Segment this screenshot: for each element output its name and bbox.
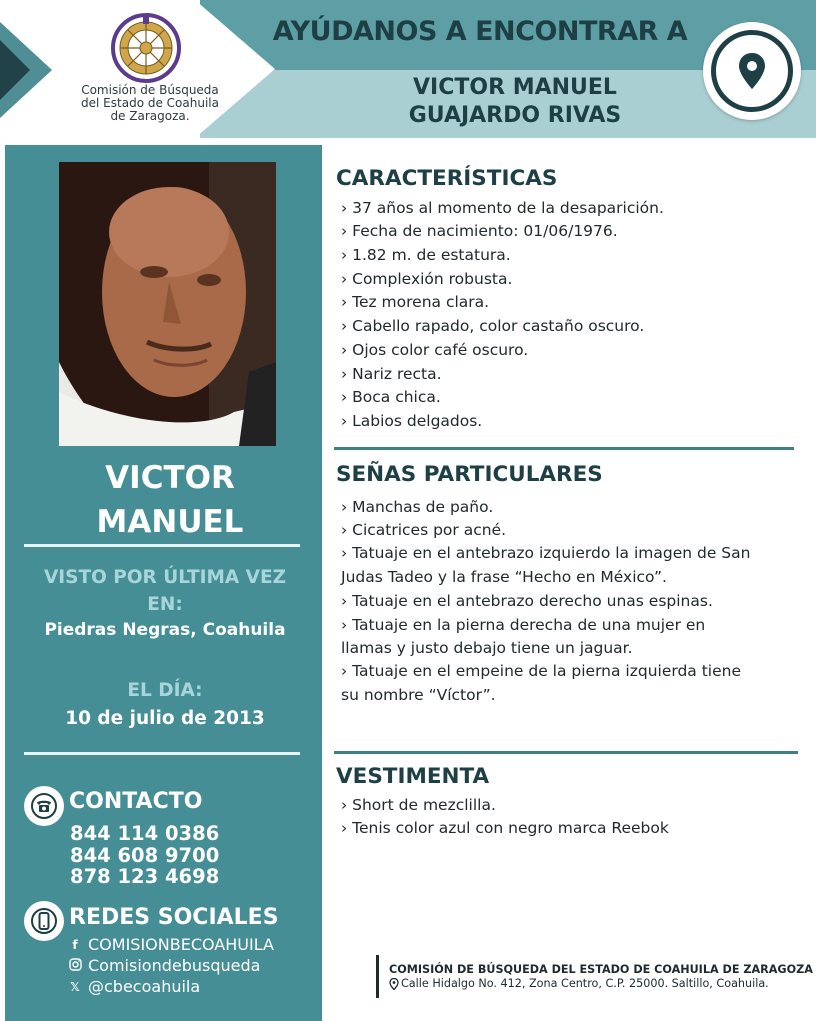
facebook-icon: f bbox=[72, 937, 78, 952]
list-item: › Manchas de paño. bbox=[341, 498, 494, 516]
list-item: › Ojos color café oscuro. bbox=[341, 341, 529, 359]
footer-accent-bar bbox=[376, 955, 379, 998]
phone-number[interactable]: 844 608 9700 bbox=[70, 844, 220, 867]
poster-title: AYÚDANOS A ENCONTRAR A bbox=[272, 16, 688, 47]
list-item: › Short de mezclilla. bbox=[341, 796, 496, 814]
full-name-line2: GUAJARDO RIVAS bbox=[408, 103, 622, 128]
last-seen-date: 10 de julio de 2013 bbox=[65, 708, 265, 729]
list-item: › Boca chica. bbox=[341, 388, 441, 406]
list-item: su nombre “Víctor”. bbox=[341, 686, 496, 704]
first-name bbox=[5, 456, 335, 544]
commission-logo-icon bbox=[110, 12, 182, 84]
footer-address-text: Calle Hidalgo No. 412, Zona Centro, C.P. 25000. Saltillo, Coahuila. bbox=[401, 977, 769, 990]
clothing-title: VESTIMENTA bbox=[336, 764, 490, 789]
org-name-line1: Comisión de Búsqueda bbox=[81, 83, 219, 97]
divider bbox=[24, 544, 300, 547]
mobile-phone-icon bbox=[24, 901, 64, 941]
location-badge bbox=[703, 22, 801, 120]
missing-person-full-name bbox=[340, 74, 690, 130]
list-item: › 1.82 m. de estatura. bbox=[341, 246, 511, 264]
section-divider bbox=[334, 751, 798, 754]
list-item: Judas Tadeo y la frase “Hecho en México”. bbox=[341, 568, 667, 586]
phone-number[interactable]: 844 114 0386 bbox=[70, 822, 220, 845]
social-handle: @cbecoahuila bbox=[88, 977, 201, 996]
last-seen-label bbox=[5, 564, 325, 618]
list-item: › 37 años al momento de la desaparición. bbox=[341, 199, 664, 217]
list-item: › Tez morena clara. bbox=[341, 293, 490, 311]
list-item: › Fecha de nacimiento: 01/06/1976. bbox=[341, 222, 618, 240]
list-item: › Tatuaje en la pierna derecha de una mujer en bbox=[341, 616, 706, 634]
phone-number[interactable]: 878 123 4698 bbox=[70, 865, 220, 888]
x-icon: 𝕏 bbox=[70, 979, 80, 994]
social-facebook[interactable] bbox=[68, 935, 274, 954]
footer-address bbox=[389, 977, 769, 990]
first-name-line1: VICTOR bbox=[105, 460, 235, 496]
social-instagram[interactable] bbox=[68, 956, 260, 975]
list-item: › Nariz recta. bbox=[341, 365, 442, 383]
org-name-line3: de Zaragoza. bbox=[110, 109, 190, 123]
instagram-icon bbox=[68, 958, 82, 974]
social-x[interactable] bbox=[68, 977, 200, 996]
social-handle: Comisiondebusqueda bbox=[88, 956, 261, 975]
list-item: › Tenis color azul con negro marca Reebok bbox=[341, 819, 669, 837]
telephone-icon bbox=[24, 786, 64, 826]
list-item: › Cicatrices por acné. bbox=[341, 521, 507, 539]
last-seen-label-line2: EN: bbox=[147, 594, 183, 615]
missing-person-photo bbox=[59, 162, 276, 446]
contact-title: CONTACTO bbox=[69, 789, 203, 814]
org-name bbox=[60, 84, 240, 123]
last-seen-place: Piedras Negras, Coahuila bbox=[44, 620, 286, 640]
characteristics-title: CARACTERÍSTICAS bbox=[336, 166, 558, 191]
list-item: › Tatuaje en el antebrazo izquierdo la imagen de San bbox=[341, 544, 751, 562]
divider bbox=[24, 752, 300, 755]
map-pin-icon bbox=[737, 52, 767, 90]
social-handle: COMISIONBECOAHUILA bbox=[88, 935, 274, 954]
list-item: › Labios delgados. bbox=[341, 412, 483, 430]
first-name-line2: MANUEL bbox=[96, 504, 244, 540]
footer-org-name: COMISIÓN DE BÚSQUEDA DEL ESTADO DE COAHUILA DE ZARAGOZA bbox=[389, 963, 813, 976]
list-item: › Tatuaje en el empeine de la pierna izquierda tiene bbox=[341, 662, 742, 680]
org-name-line2: del Estado de Coahuila bbox=[81, 96, 219, 110]
section-divider bbox=[334, 447, 794, 450]
last-seen-date-label: EL DÍA: bbox=[127, 680, 203, 701]
list-item: › Complexión robusta. bbox=[341, 270, 513, 288]
list-item: › Tatuaje en el antebrazo derecho unas espinas. bbox=[341, 592, 713, 610]
list-item: llamas y justo debajo tiene un jaguar. bbox=[341, 639, 633, 657]
list-item: › Cabello rapado, color castaño oscuro. bbox=[341, 317, 645, 335]
distinguishing-marks-title: SEÑAS PARTICULARES bbox=[336, 462, 603, 487]
last-seen-label-line1: VISTO POR ÚLTIMA VEZ bbox=[43, 567, 287, 588]
full-name-line1: VICTOR MANUEL bbox=[413, 75, 617, 100]
social-media-title: REDES SOCIALES bbox=[69, 905, 279, 930]
location-pin-icon bbox=[389, 978, 399, 990]
